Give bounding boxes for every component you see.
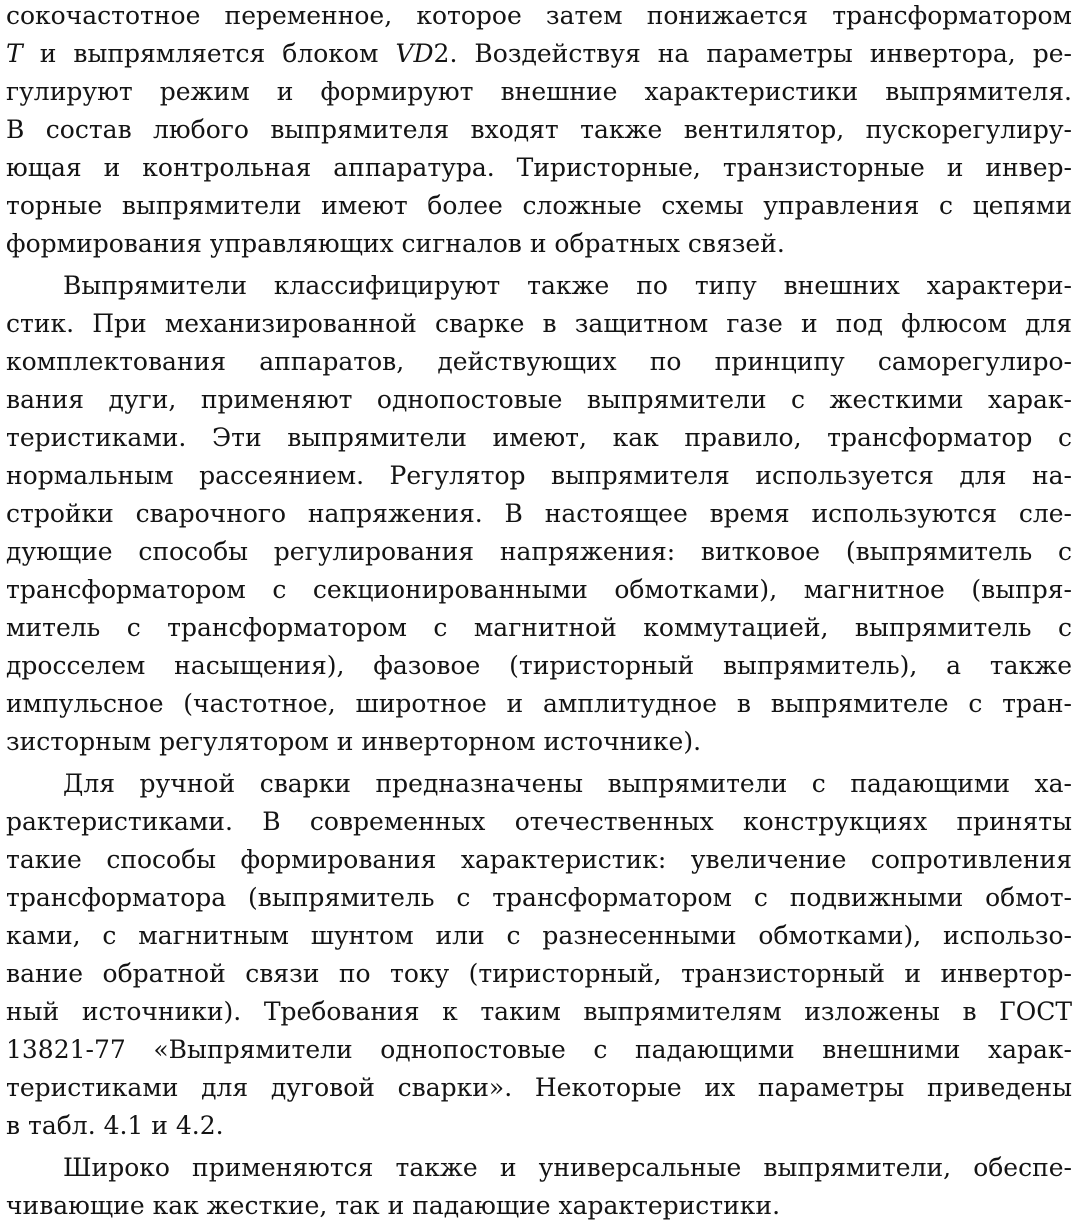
text-line: трансформатором с секционированными обмотками), магнитное (выпря- [6, 575, 1072, 604]
text-line: стик. При механизированной сварке в защитном газе и под флюсом для [6, 309, 1072, 338]
text-fragment: и выпрямляется блоком [22, 39, 396, 68]
text-line: ный источники). Требования к таким выпрямителям изложены в ГОСТ [6, 997, 1072, 1026]
text-line: дросселем насыщения), фазовое (тиристорный выпрямитель), а также [6, 651, 1072, 680]
italic-symbol: VD [395, 39, 434, 68]
text-line: нормальным рассеянием. Регулятор выпрямителя используется для на- [6, 461, 1072, 490]
italic-symbol: T [6, 39, 23, 68]
paragraph-first-line: Для ручной сварки предназначены выпрямители с падающими ха- [63, 769, 1072, 798]
text-fragment: 2. Воздействуя на параметры инвертора, ре- [433, 39, 1072, 68]
text-line: в табл. 4.1 и 4.2. [6, 1111, 224, 1140]
text-line: торные выпрямители имеют более сложные схемы управления с цепями [6, 191, 1072, 220]
text-line: ющая и контрольная аппаратура. Тиристорные, транзисторные и инвер- [6, 153, 1072, 182]
text-line: такие способы формирования характеристик: увеличение сопротивления [6, 845, 1072, 874]
text-line: 13821-77 «Выпрямители однопостовые с падающими внешними харак- [6, 1035, 1072, 1064]
paragraph-first-line: Выпрямители классифицируют также по типу внешних характери- [63, 271, 1072, 300]
text-line: рактеристиками. В современных отечественных конструкциях приняты [6, 807, 1072, 836]
text-line: чивающие как жесткие, так и падающие характеристики. [6, 1191, 781, 1220]
text-line: ками, с магнитным шунтом или с разнесенными обмотками), использо- [6, 921, 1072, 950]
text-line: вание обратной связи по току (тиристорный, транзисторный и инвертор- [6, 959, 1072, 988]
text-line: митель с трансформатором с магнитной коммутацией, выпрямитель с [6, 613, 1072, 642]
text-line [6, 35, 1072, 73]
text-line: стройки сварочного напряжения. В настоящее время используются сле- [6, 499, 1072, 528]
text-line: дующие способы регулирования напряжения: витковое (выпрямитель с [6, 537, 1072, 566]
text-line: импульсное (частотное, широтное и амплитудное в выпрямителе с тран- [6, 689, 1072, 718]
text-line: комплектования аппаратов, действующих по принципу саморегулиро- [6, 347, 1072, 376]
text-line: теристиками для дуговой сварки». Некоторые их параметры приведены [6, 1073, 1072, 1102]
text-line: вания дуги, применяют однопостовые выпрямители с жесткими харак- [6, 385, 1072, 414]
paragraph-first-line: Широко применяются также и универсальные выпрямители, обеспе- [63, 1153, 1072, 1182]
text-line: зисторным регулятором и инверторном источнике). [6, 727, 702, 756]
text-line: гулируют режим и формируют внешние характеристики выпрямителя. [6, 77, 1072, 106]
text-line: теристиками. Эти выпрямители имеют, как правило, трансформатор с [6, 423, 1072, 452]
text-line: трансформатора (выпрямитель с трансформатором с подвижными обмот- [6, 883, 1072, 912]
text-line: формирования управляющих сигналов и обратных связей. [6, 229, 785, 258]
text-line: сокочастотное переменное, которое затем понижается трансформатором [6, 1, 1072, 30]
text-line: В состав любого выпрямителя входят также вентилятор, пускорегулиру- [6, 115, 1072, 144]
